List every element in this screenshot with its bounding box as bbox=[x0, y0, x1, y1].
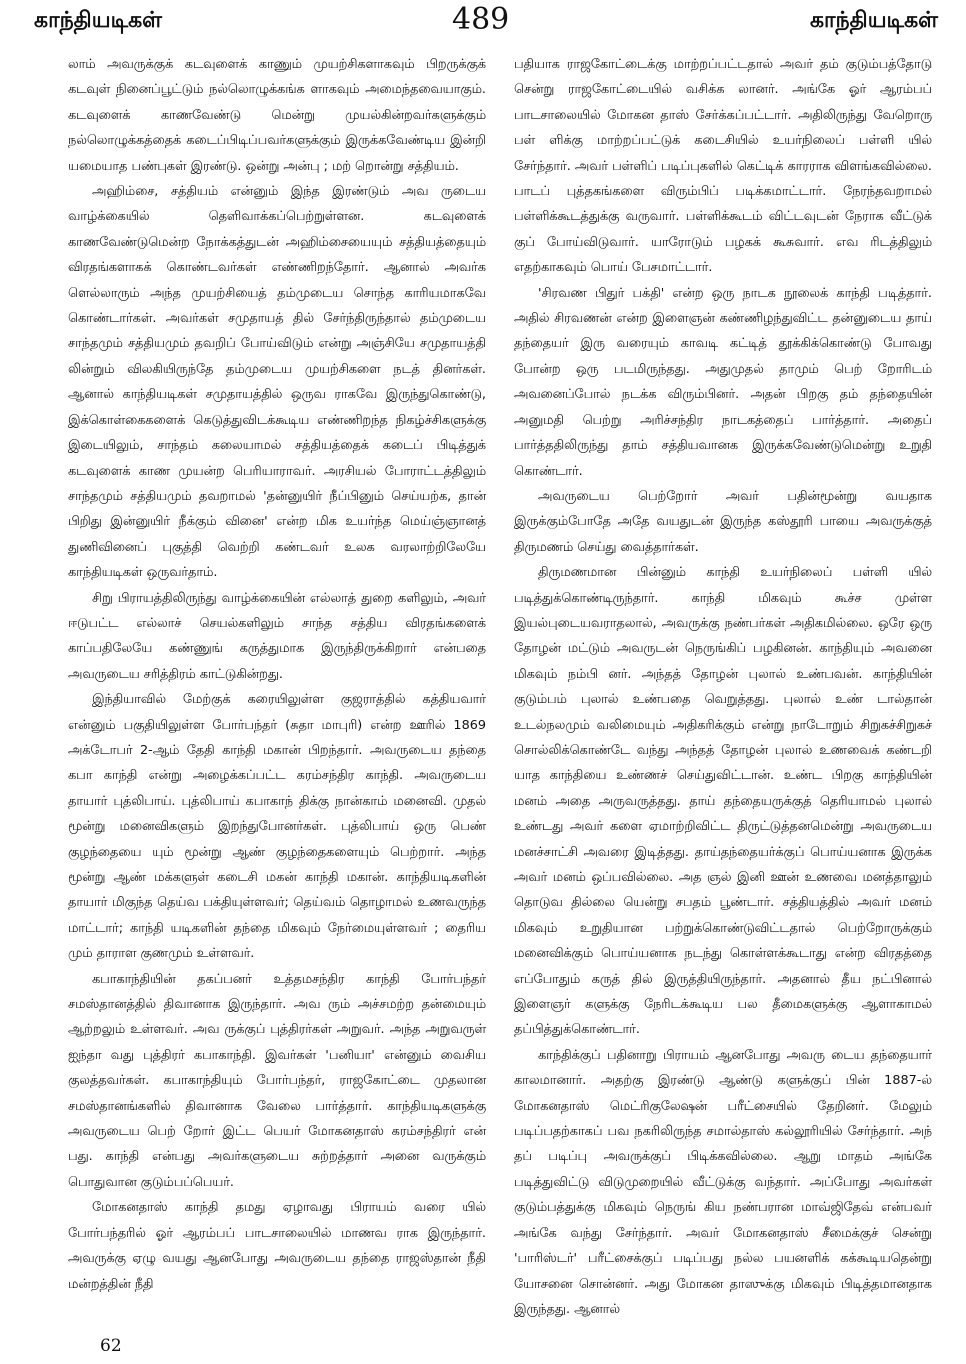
paragraph: கபாகாந்தியின் தகப்பனர் உத்தமசந்திர காந்தி போர்பந்தர் சமஸ்தானத்தில் திவானாக இருந்தார். அவ ரும் அச்சமற்ற தன்மையும் ஆற்றலும் உள்ளவர். அவ ருக்குப் புத்திரர்கள் அறுவர். அந்த அறுவருள் ஐந்தா வது புத்திரர் கபாகாந்தி. இவர்கள் 'பனியா' என்னும் வைசிய குலத்தவர்கள். கபாகாந்தியும் போர்பந்தர், ராஜகோட்டை முதலான சமஸ்தானங்களில் திவானாக வேலை பார்த்தார். காந்தியடிகளுக்கு அவருடைய பெற் றோர் இட்ட பெயர் மோகனதாஸ் கரம்சந்திரர் என் பது. காந்தி என்பது அவர்களுடைய சுற்றத்தார் அனை வருக்கும் பொதுவான குடும்பப்பெயர். bbox=[68, 971, 486, 1190]
page-number: 489 bbox=[452, 2, 510, 37]
running-title-right: காந்தியடிகள் bbox=[809, 8, 938, 33]
paragraph: சிறு பிராயத்திலிருந்து வாழ்க்கையின் எல்லாத் துறை களிலும், அவர் ஈடுபட்ட எல்லாச் செயல்களிலும் சாந்த சத்திய விரதங்களைக் காப்பதிலேயே கண்ணுங் கருத்துமாக இருந்திருக்கிறார் என்பதை அவருடைய சரித்திரம் காட்டுகின்றது. bbox=[68, 590, 486, 682]
paragraph: காந்திக்குப் பதினாறு பிராயம் ஆனபோது அவரு டைய தந்தையார் காலமானார். அதற்கு இரண்டு ஆண்டு களுக்குப் பின் 1887-ல் மோகனதாஸ் மெட்ரிகுலேஷன் பரீட்சையில் தேறினர். மேலும் படிப்பதற்காகப் பவ நகரிலிருந்த சமால்தாஸ் கல்லூரியில் சேர்ந்தார். அந் தப் படிப்பு அவருக்குப் பிடிக்கவில்லை. ஆறு மாதம் அங்கே படித்துவிட்டு விடுமுறையில் வீட்டுக்கு வந்தார். அப்போது அவர்கள் குடும்பத்துக்கு மிகவும் நெருங் கிய நண்பரான மாவ்ஜிதேவ் என்பவர் அங்கே வந்து சேர்ந்தார். அவர் மோகனதாஸ் சீமைக்குச் சென்று 'பாரிஸ்டர்' பரீட்சைக்குப் படிப்பது நல்ல பயனளிக் கக்கூடியதென்று யோசனை சொன்னர். அது மோகன தாஸுக்கு மிகவும் பிடித்தமானதாக இருந்தது. ஆனால் bbox=[514, 1047, 932, 1317]
paragraph: அவருடைய பெற்றோர் அவர் பதின்மூன்று வயதாக இருக்கும்போதே அதே வயதுடன் இருந்த கஸ்தூரி பாயை அவருக்குத் திருமணம் செய்து வைத்தார்கள். bbox=[514, 488, 932, 555]
paragraph: பதியாக ராஜகோட்டைக்கு மாற்றப்பட்டதால் அவர் தம் குடும்பத்தோடு சென்று ராஜகோட்டையில் வசிக்க லானர். அங்கே ஓர் ஆரம்பப் பாடசாலையில் மோகன தாஸ் சேர்க்கப்பட்டார். அதிலிருந்து வேறொரு பள் ளிக்கு மாற்றப்பட்டுக் கடைசியில் உயர்நிலைப் பள்ளி யில் சேர்ந்தார். அவர் பள்ளிப் படிப்புகளில் கெட்டிக் காரராக விளங்கவில்லை. பாடப் புத்தகங்களை விரும்பிப் படிக்கமாட்டார். நேரந்தவறாமல் பள்ளிக்கூடத்துக்கு வருவார். பள்ளிக்கூடம் விட்டவுடன் நேராக வீட்டுக் குப் போய்விடுவார். யாரோடும் பழகக் கூசுவார். எவ ரிடத்திலும் எதற்காகவும் பொய் பேசமாட்டார். bbox=[514, 57, 932, 276]
paragraph: மோகனதாஸ் காந்தி தமது ஏழாவது பிராயம் வரை யில் போர்பந்தரில் ஓர் ஆரம்பப் பாடசாலையில் மாணவ ராக இருந்தார். அவருக்கு ஏழு வயது ஆனபோது அவருடைய தந்தை ராஜஸ்தான் நீதி மன்றத்தின் நீதி bbox=[68, 1200, 486, 1292]
paragraph: அஹிம்சை, சத்தியம் என்னும் இந்த இரண்டும் அவ ருடைய வாழ்க்கையில் தெளிவாக்கப்பெற்றுள்ளன. கடவுளைக் காணவேண்டுமென்ற நோக்கத்துடன் அஹிம்சையையும் சத்தியத்தையும் விரதங்களாகக் கொண்டவர்கள் எண்ணிறந்தோர். ஆனால் அவர்க ளெல்லாரும் அந்த முயற்சியைத் தம்முடைய சொந்த காரியமாகவே கொண்டார்கள். அவர்கள் சமுதாயத் தில் சேர்ந்திருந்தால் தம்முடைய சாந்தமும் சத்தியமும் தவறிப் போய்விடும் என்று அஞ்சியே சமுதாயத்தி லின்றும் விலகியிருந்தே தம்முடைய முயற்சிகளை நடத் தினர்கள். ஆனால் காந்தியடிகள் சமுதாயத்தில் ஒருவ ராகவே இருந்துகொண்டு, இக்கொள்கைகளைக் கெடுத்துவிடக்கூடிய எண்ணிறந்த நிகழ்ச்சிகளுக்கு இடையிலும், சாந்தம் கலையாமல் சத்தியத்தைக் கடைப் பிடித்துக் கடவுளைக் காண முயன்ற பெரியாராவர். அரசியல் போராட்டத்திலும் சாந்தமும் சத்தியமும் தவறாமல் 'தன்னுயிர் நீப்பினும் செய்யற்க, தான் பிறிது இன்னுயிர் நீக்கும் வினை' என்ற மிக உயர்ந்த மெய்ஞ்ஞானத் துணிவினைப் புகுத்தி வெற்றி கண்டவர் உலக வரலாற்றிலேயே காந்தியடிகள் ஒருவர்தாம். bbox=[68, 184, 486, 581]
paragraph: 'சிரவண பிதுர் பக்தி' என்ற ஒரு நாடக நூலைக் காந்தி படித்தார். அதில் சிரவணன் என்ற இளைஞன் கண்ணிழந்துவிட்ட தன்னுடைய தாய் தந்தையர் இரு வரையும் காவடி கட்டித் தூக்கிக்கொண்டு போவது போன்ற ஒரு படமிருந்தது. அதுமுதல் தாமும் பெற் றோரிடம் அவனைப்போல் நடக்க விரும்பினர். அதன் பிறகு தம் தந்தையின் அனுமதி பெற்று அரிச்சந்திர நாடகத்தைப் பார்த்தார். அதைப் பார்த்ததிலிருந்து தாம் சத்தியவானக இருக்கவேண்டுமென்று உறுதி கொண்டார். bbox=[514, 285, 932, 479]
paragraph: இந்தியாவில் மேற்குக் கரையிலுள்ள குஜராத்தில் கத்தியவார் என்னும் பகுதியிலுள்ள போர்பந்தர் (சுதா மாபுரி) என்ற ஊரில் 1869 அக்டோபர் 2-ஆம் தேதி காந்தி மகான் பிறந்தார். அவருடைய தந்தை கபா காந்தி என்று அழைக்கப்பட்ட கரம்சந்திர காந்தி. அவருடைய தாயார் புத்லிபாய். புத்லிபாய் கபாகாந் திக்கு நான்காம் மனைவி. முதல் மூன்று மனைவிகளும் இறந்துபோனர்கள். புத்லிபாய் ஒரு பெண் குழந்தையை யும் மூன்று ஆண் குழந்தைகளையும் பெற்றார். அந்த மூன்று ஆண் மக்களுள் கடைசி மகன் காந்தி மகான். காந்தியடிகளின் தாயார் மிகுந்த தெய்வ பக்தியுள்ளவர்; தெய்வம் தொழாமல் உணவருந்த மாட்டார்; காந்தி யடிகளின் தந்தை மிகவும் நேர்மையுள்ளவர் ; தைரிய மும் தாராள குணமும் உள்ளவர். bbox=[68, 692, 486, 962]
left-column bbox=[68, 52, 486, 1297]
paragraph: திருமணமான பின்னும் காந்தி உயர்நிலைப் பள்ளி யில் படித்துக்கொண்டிருந்தார். காந்தி மிகவும் கூச்ச முள்ள இயல்புடையவராதலால், அவருக்கு நண்பர்கள் அதிகமில்லை. ஒரே ஒரு தோழன் மட்டும் அவருடன் நெருங்கிப் பழகினன். காந்தியும் அவனை மிகவும் நம்பி னர். அந்தத் தோழன் புலால் உண்பவன். காந்தியின் குடும்பம் புலால் உண்பதை வெறுத்தது. புலால் உண் டால்தான் உடல்நலமும் வலிமையும் அதிகரிக்கும் என்று நாடோறும் சிறுகச்சிறுகச் சொல்லிக்கொண்டே வந்து அந்தத் தோழன் புலால் உணவைக் கண்டறி யாத காந்தியை உண்ணச் செய்துவிட்டான். உண்ட பிறகு காந்தியின் மனம் அதை அருவருத்தது. தாய் தந்தையருக்குத் தெரியாமல் புலால் உண்டது அவர் களை ஏமாற்றிவிட்ட திருட்டுத்தனமென்று அவருடைய மனச்சாட்சி அவரை இடித்தது. தாய்தந்தையர்க்குப் பொய்யனாக இருக்க அவர் மனம் ஒப்பவில்லை. அத ஞல் இனி ஊன் உணவை மனத்தாலும் தொடுவ தில்லை யென்று சபதம் பூண்டார். சத்தியத்தில் அவர் மனம் மிகவும் உறுதியான பற்றுக்கொண்டுவிட்டதால் பெற்றோருக்கும் மனைவிக்கும் பொய்யனாக நடந்து கொள்ளக்கூடாது என்ற விரதத்தை எப்போதும் கருத் தில் இருத்தியிருந்தார். அதனால் தீய நட்பினால் இளைஞர் களுக்கு நேரிடக்கூடிய பல தீமைகளுக்கு ஆளாகாமல் தப்பித்துக்கொண்டார். bbox=[514, 565, 932, 1038]
running-title-left: காந்தியடிகள் bbox=[34, 8, 163, 33]
page-header bbox=[0, 0, 966, 50]
paragraph: லாம் அவருக்குக் கடவுளைக் காணும் முயற்சிகளாகவும் பிறருக்குக் கடவுள் நினைப்பூட்டும் நல்லொழுக்கங்க ளாகவும் அமைந்தவையாகும். கடவுளைக் காணவேண்டு மென்று முயல்கின்றவர்களுக்கும் நல்லொழுக்கத்தைக் கடைப்பிடிப்பவர்களுக்கும் இருக்கவேண்டிய இன்றி யமையாத பண்புகள் இரண்டு. ஒன்று அன்பு ; மற் றொன்று சத்தியம். bbox=[68, 57, 486, 174]
footer-page-label: 62 bbox=[100, 1336, 122, 1356]
right-column bbox=[514, 52, 932, 1322]
